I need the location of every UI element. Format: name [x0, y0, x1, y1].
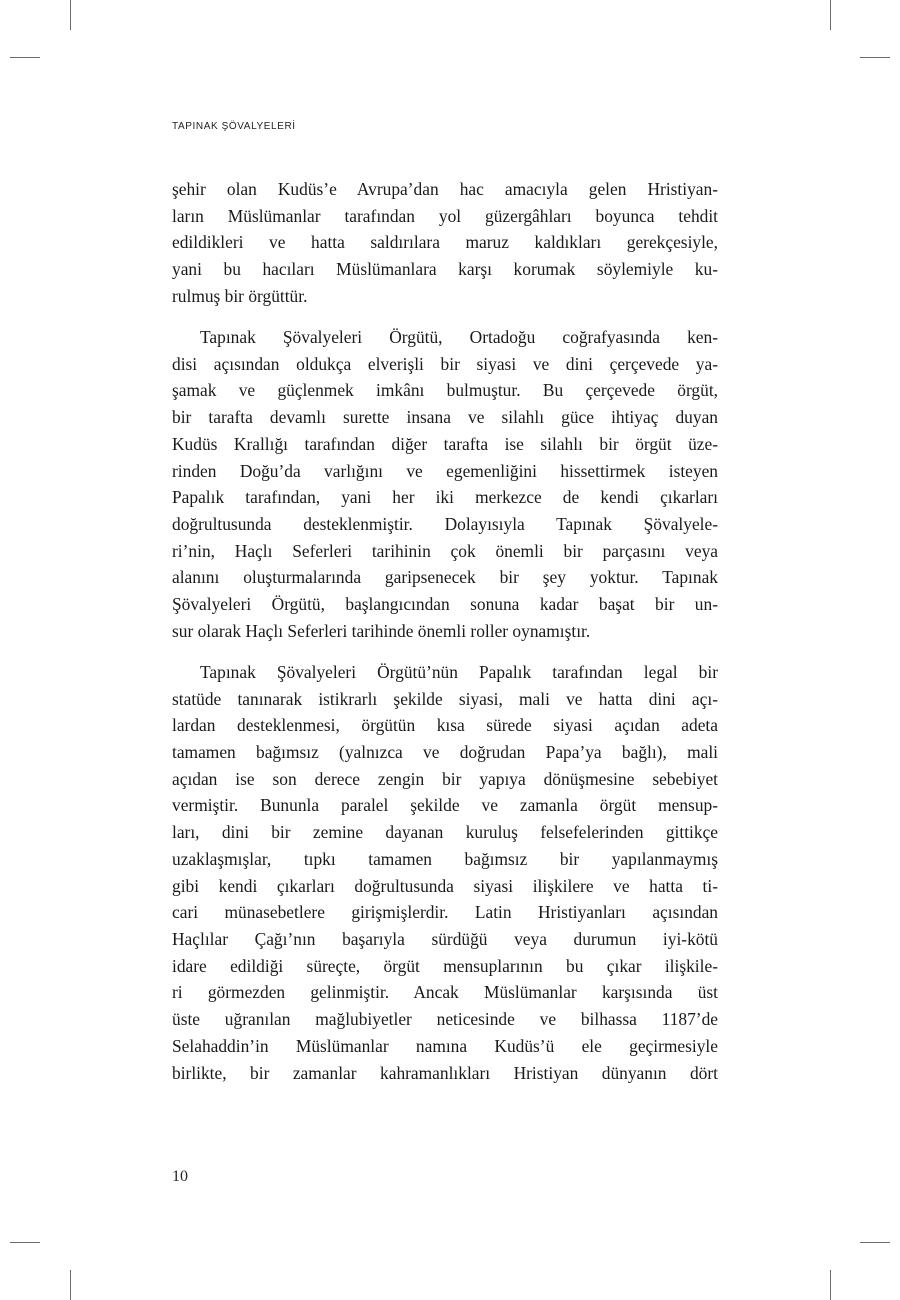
body-text	[172, 176, 718, 1086]
text-line: açıdan ise son derece zengin bir yapıya dönüşmesine sebebiyet	[172, 768, 718, 789]
text-line: ların Müslümanlar tarafından yol güzergâhları boyunca tehdit	[172, 205, 718, 226]
crop-mark-top-left-horizontal	[10, 57, 40, 58]
crop-mark-top-right-vertical	[830, 0, 831, 30]
text-line: tamamen bağımsız (yalnızca ve doğrudan Papa’ya bağlı), mali	[172, 742, 718, 763]
text-line: sur olarak Haçlı Seferleri tarihinde önemli roller oynamıştır.	[172, 620, 591, 641]
crop-mark-top-left-vertical	[70, 0, 71, 30]
text-line: statüde tanınarak istikrarlı şekilde siyasi, mali ve hatta dini açı-	[172, 688, 718, 709]
text-line: birlikte, bir zamanlar kahramanlıkları Hristiyan dünyanın dört	[172, 1062, 718, 1083]
crop-mark-bottom-right-horizontal	[860, 1242, 890, 1243]
text-line: üste uğranılan mağlubiyetler neticesinde ve bilhassa 1187’de	[172, 1009, 718, 1030]
text-line: rinden Doğu’da varlığını ve egemenliğini hissettirmek isteyen	[172, 460, 718, 481]
text-line: alanını oluşturmalarında garipsenecek bir şey yoktur. Tapınak	[172, 567, 718, 588]
crop-mark-top-right-horizontal	[860, 57, 890, 58]
text-line: ları, dini bir zemine dayanan kuruluş felsefelerinden gittikçe	[172, 822, 718, 843]
crop-mark-bottom-right-vertical	[830, 1270, 831, 1300]
text-line: Selahaddin’in Müslümanlar namına Kudüs’ü ele geçirmesiyle	[172, 1035, 718, 1056]
text-line: Haçlılar Çağı’nın başarıyla sürdüğü veya durumun iyi-kötü	[172, 928, 718, 949]
text-line: Tapınak Şövalyeleri Örgütü, Ortadoğu coğrafyasında ken-	[200, 327, 718, 348]
text-line: Şövalyeleri Örgütü, başlangıcından sonuna kadar başat bir un-	[172, 594, 718, 615]
text-line: ri görmezden gelinmiştir. Ancak Müslümanlar karşısında üst	[172, 982, 718, 1003]
text-line: bir tarafta devamlı surette insana ve silahlı güce ihtiyaç duyan	[172, 407, 718, 428]
text-line: idare edildiği süreçte, örgüt mensuplarının bu çıkar ilişkile-	[172, 955, 718, 976]
text-line: lardan desteklenmesi, örgütün kısa sürede siyasi açıdan adeta	[172, 715, 718, 736]
paragraph	[172, 659, 718, 1086]
crop-mark-bottom-left-vertical	[70, 1270, 71, 1300]
text-line: gibi kendi çıkarları doğrultusunda siyasi ilişkilere ve hatta ti-	[172, 875, 718, 896]
text-line: uzaklaşmışlar, tıpkı tamamen bağımsız bir yapılanmaymış	[172, 848, 718, 869]
text-line: disi açısından oldukça elverişli bir siyasi ve dini çerçevede ya-	[172, 353, 718, 374]
text-line: edildikleri ve hatta saldırılara maruz kaldıkları gerekçesiyle,	[172, 232, 718, 253]
text-line: ri’nin, Haçlı Seferleri tarihinin çok önemli bir parçasını veya	[172, 540, 718, 561]
text-line: cari münasebetlere girişmişlerdir. Latin Hristiyanları açısından	[172, 902, 718, 923]
page-number: 10	[172, 1168, 188, 1185]
running-head: TAPINAK ŞÖVALYELERİ	[172, 121, 296, 132]
text-line: Papalık tarafından, yani her iki merkezce de kendi çıkarları	[172, 487, 718, 508]
text-line: rulmuş bir örgüttür.	[172, 285, 308, 306]
text-line: şehir olan Kudüs’e Avrupa’dan hac amacıyla gelen Hristiyan-	[172, 179, 718, 199]
text-line: Tapınak Şövalyeleri Örgütü’nün Papalık tarafından legal bir	[200, 661, 718, 682]
text-line: vermiştir. Bununla paralel şekilde ve zamanla örgüt mensup-	[172, 795, 718, 816]
text-line: şamak ve güçlenmek imkânı bulmuştur. Bu çerçevede örgüt,	[172, 380, 718, 401]
text-line: doğrultusunda desteklenmiştir. Dolayısıyla Tapınak Şövalyele-	[172, 513, 718, 534]
paragraph	[172, 324, 718, 644]
text-line: Kudüs Krallığı tarafından diğer tarafta ise silahlı bir örgüt üze-	[172, 433, 718, 454]
crop-mark-bottom-left-horizontal	[10, 1242, 40, 1243]
text-line: yani bu hacıları Müslümanlara karşı korumak söylemiyle ku-	[172, 259, 718, 280]
paragraph	[172, 176, 718, 310]
